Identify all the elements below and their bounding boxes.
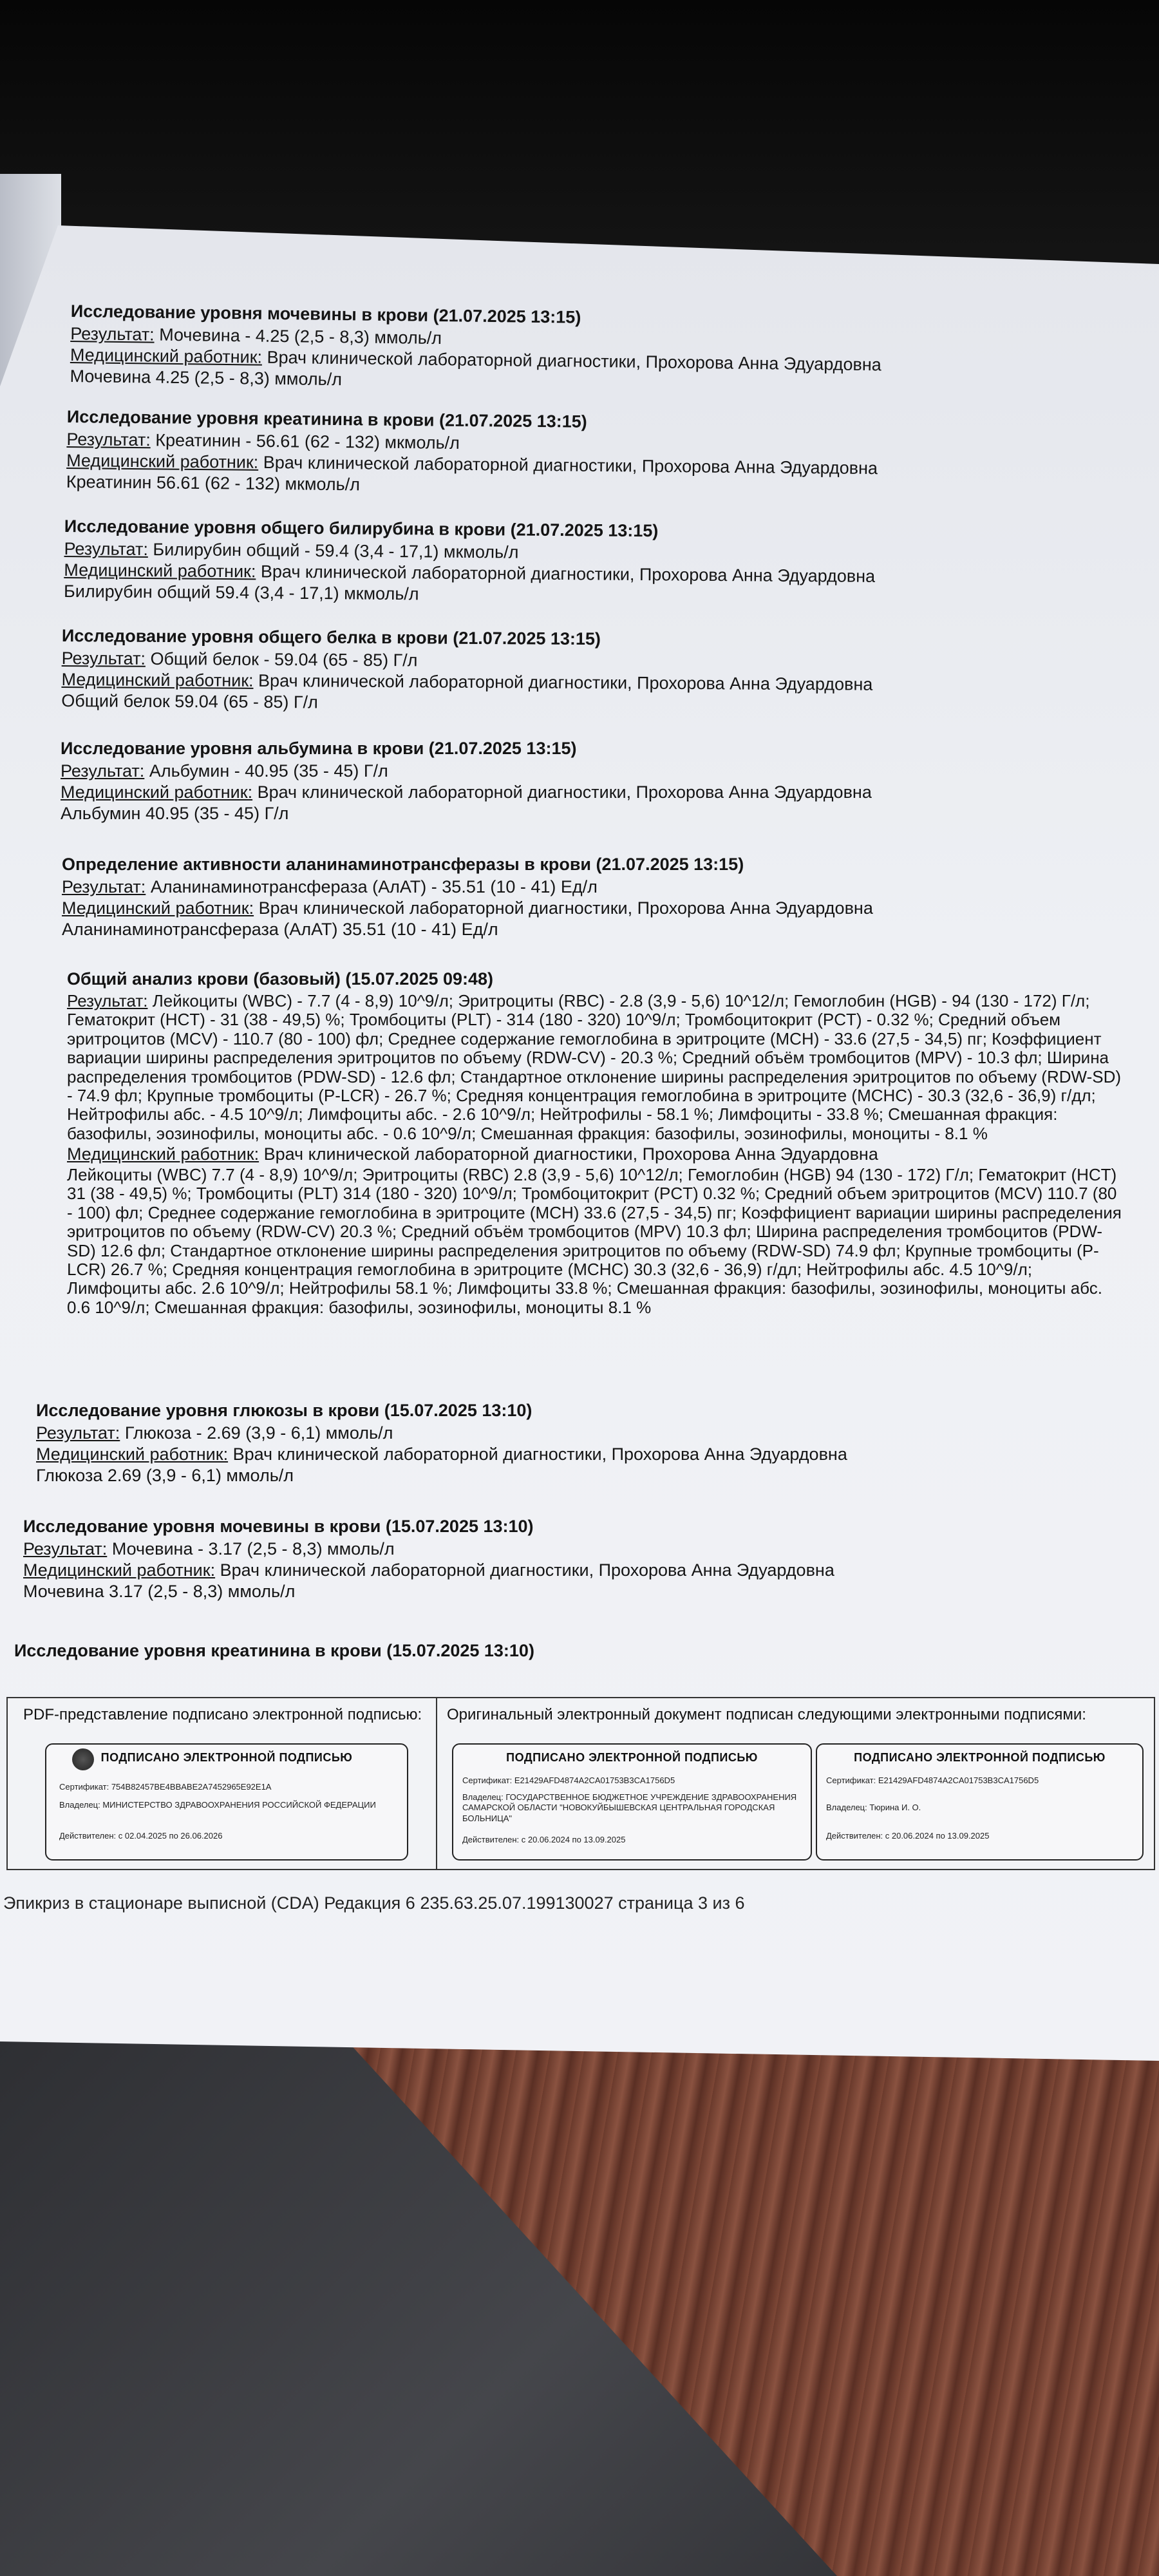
section-title: Исследование уровня креатинина в крови (21.07.2025 13:15): [66, 407, 587, 431]
result-value: Лейкоциты (WBC) - 7.7 (4 - 8,9) 10^9/л; Эритроциты (RBC) - 2.8 (3,9 - 5,6) 10^12/л; Гемоглобин (HGB) - 94 (130 - 172) Г/л; Гематокрит (HCT) - 31 (38 - 49,5) %; Тромбоциты (PLT) - 314 (180 - 320) 10^9/л; Тромбоцитокрит (PCT) - 0.32 %; Средний объем эритроцитов (MCV) - 110.7 (80 - 100) фл; Среднее содержание гемоглобина в эритроците (MCH) - 33.6 (27,5 - 34,5) пг; Коэффициент вариации ширины распределения эритроцитов по объему (RDW-CV) - 20.3 %; Средний объём тромбоцитов (MPV) - 10.3 фл; Ширина распределения тромбоцитов (PDW-SD) - 12.6 фл; Стандартное отклонение ширины распределения эритроцитов по объему (RDW-SD) - 74.9 фл; Крупные тромбоциты (P-LCR) - 26.7 %; Средняя концентрация гемоглобина в эритроците (MCHC) - 30.3 (32,6 - 36,9) г/дл; Нейтрофилы абс. - 4.5 10^9/л; Лимфоциты абс. - 2.6 10^9/л; Нейтрофилы - 58.1 %; Лимфоциты - 33.8 %; Смешанная фракция: базофилы, эозинофилы, моноциты абс. - 0.6 10^9/л; Смешанная фракция: базофилы, эозинофилы, моноциты - 8.1 %: [67, 991, 1122, 1143]
worker-label: Медицинский работник:: [61, 669, 254, 690]
section-glucose-15: [36, 1401, 1159, 1487]
worker-label: Медицинский работник:: [23, 1560, 216, 1580]
result-value: Глюкоза - 2.69 (3,9 - 6,1) ммоль/л: [124, 1423, 393, 1443]
section-title: Исследование уровня альбумина в крови (21.07.2025 13:15): [61, 739, 577, 758]
stamp-validity: Действителен: с 02.04.2025 по 26.06.2026: [59, 1831, 223, 1841]
section-title: Исследование уровня глюкозы в крови (15.07.2025 13:10): [36, 1401, 532, 1420]
result-value: Билирубин общий - 59.4 (3,4 - 17,1) мкмоль/л: [153, 540, 519, 562]
worker-value: Врач клинической лабораторной диагностики, Прохорова Анна Эдуардовна: [232, 1444, 847, 1464]
worker-value: Врач клинической лабораторной диагностики, Прохорова Анна Эдуардовна: [257, 782, 872, 802]
stamp-title: ПОДПИСАНО ЭЛЕКТРОННОЙ ПОДПИСЬЮ: [854, 1751, 1106, 1764]
worker-line: [36, 1444, 1159, 1464]
summary-line: Глюкоза 2.69 (3,9 - 6,1) ммоль/л: [36, 1466, 294, 1485]
section-creatinine-15: [14, 1641, 1159, 1663]
result-label: Результат:: [64, 538, 149, 560]
worker-value: Врач клинической лабораторной диагностики, Прохорова Анна Эдуардовна: [220, 1560, 834, 1580]
stamp-certificate: Сертификат: E21429AFD4874A2CA01753B3CA1756D5: [462, 1776, 675, 1785]
page-footer: Эпикриз в стационаре выписной (CDA) Редакция 6 235.63.25.07.199130027 страница 3 из 6: [3, 1893, 745, 1913]
result-value: Общий белок - 59.04 (65 - 85) Г/л: [150, 649, 418, 670]
result-value: Креатинин - 56.61 (62 - 132) мкмоль/л: [155, 430, 460, 453]
result-label: Результат:: [62, 877, 146, 896]
section-urea-15: [23, 1517, 1159, 1603]
worker-line: [67, 1144, 1123, 1164]
result-line: [36, 1423, 1159, 1443]
summary-line: Мочевина 3.17 (2,5 - 8,3) ммоль/л: [23, 1582, 296, 1601]
worker-label: Медицинский работник:: [61, 782, 253, 802]
stamp-validity: Действителен: с 20.06.2024 по 13.09.2025: [462, 1835, 626, 1844]
summary-line: Альбумин 40.95 (35 - 45) Г/л: [61, 804, 289, 823]
section-title: Исследование уровня креатинина в крови (15.07.2025 13:10): [14, 1641, 534, 1660]
stamp-title: ПОДПИСАНО ЭЛЕКТРОННОЙ ПОДПИСЬЮ: [100, 1751, 353, 1764]
worker-label: Медицинский работник:: [67, 1144, 259, 1164]
worker-line: [61, 782, 1159, 802]
result-label: Результат:: [66, 429, 151, 450]
stamp-validity: Действителен: с 20.06.2024 по 13.09.2025: [826, 1831, 990, 1841]
signature-divider: [436, 1698, 437, 1869]
result-label: Результат:: [61, 761, 145, 781]
section-title: Исследование уровня общего билирубина в крови (21.07.2025 13:15): [64, 516, 659, 541]
result-line: [23, 1539, 1159, 1559]
worker-label: Медицинский работник:: [70, 345, 263, 367]
result-label: Результат:: [36, 1423, 120, 1443]
worker-label: Медицинский работник:: [62, 898, 254, 918]
section-creatinine-21: [66, 407, 1159, 504]
signature-stamp-hospital: [452, 1743, 812, 1861]
summary-line: Мочевина 4.25 (2,5 - 8,3) ммоль/л: [70, 366, 343, 390]
pdf-signature-header: PDF-представление подписано электронной подписью:: [23, 1706, 422, 1723]
result-value: Аланинаминотрансфераза (АлАТ) - 35.51 (10 - 41) Ед/л: [150, 877, 598, 896]
section-protein-21: [61, 626, 1159, 719]
section-alt-21: [62, 855, 1159, 941]
signature-box: [6, 1697, 1155, 1870]
worker-label: Медицинский работник:: [36, 1444, 229, 1464]
original-signature-header: Оригинальный электронный документ подписан следующими электронными подписями:: [447, 1706, 1086, 1723]
stamp-owner: Владелец: Тюрина И. О.: [826, 1803, 921, 1812]
result-line: [67, 992, 1123, 1143]
result-line: [62, 877, 1159, 897]
summary-line: Креатинин 56.61 (62 - 132) мкмоль/л: [66, 471, 361, 495]
summary-line: Лейкоциты (WBC) 7.7 (4 - 8,9) 10^9/л; Эритроциты (RBC) 2.8 (3,9 - 5,6) 10^12/л; Гемоглобин (HGB) 94 (130 - 172) Г/л; Гематокрит (HCT) 31 (38 - 49,5) %; Тромбоциты (PLT) 314 (180 - 320) 10^9/л; Тромбоцитокрит (PCT) 0.32 %; Средний объем эритроцитов (MCV) 110.7 (80 - 100) фл; Среднее содержание гемоглобина в эритроците (MCH) 33.6 (27,5 - 34,5) пг; Коэффициент вариации ширины распределения эритроцитов по объему (RDW-CV) 20.3 %; Средний объём тромбоцитов (MPV) 10.3 фл; Ширина распределения тромбоцитов (PDW-SD) 12.6 фл; Стандартное отклонение ширины распределения эритроцитов по объему (RDW-SD) 74.9 фл; Крупные тромбоциты (P-LCR) 26.7 %; Средняя концентрация гемоглобина в эритроците (MCHC) 30.3 (32,6 - 36,9) г/дл; Нейтрофилы абс. 4.5 10^9/л; Лимфоциты абс. 2.6 10^9/л; Нейтрофилы 58.1 %; Лимфоциты 33.8 %; Смешанная фракция: базофилы, эозинофилы, моноциты абс. 0.6 10^9/л; Смешанная фракция: базофилы, эозинофилы, моноциты 8.1 %: [67, 1165, 1122, 1317]
result-value: Мочевина - 4.25 (2,5 - 8,3) ммоль/л: [159, 325, 442, 348]
summary-line: Билирубин общий 59.4 (3,4 - 17,1) мкмоль/л: [63, 581, 419, 604]
section-albumin-21: [61, 739, 1159, 825]
stamp-owner: Владелец: МИНИСТЕРСТВО ЗДРАВООХРАНЕНИЯ РОССИЙСКОЙ ФЕДЕРАЦИИ: [59, 1800, 376, 1810]
worker-value: Врач клинической лабораторной диагностики, Прохорова Анна Эдуардовна: [260, 562, 876, 586]
stamp-certificate: Сертификат: 754B82457BE4BBABE2A7452965E92E1A: [59, 1782, 272, 1792]
worker-line: [23, 1560, 1159, 1580]
section-bilirubin-21: [64, 516, 1159, 612]
result-label: Результат:: [23, 1539, 108, 1558]
section-title: Исследование уровня общего белка в крови (21.07.2025 13:15): [61, 626, 601, 649]
summary-line: Общий белок 59.04 (65 - 85) Г/л: [61, 690, 318, 712]
worker-label: Медицинский работник:: [66, 450, 259, 472]
section-urea-21: [70, 301, 1159, 402]
result-label: Результат:: [70, 323, 155, 345]
section-title: Исследование уровня мочевины в крови (21.07.2025 13:15): [70, 301, 581, 327]
stamp-owner: Владелец: ГОСУДАРСТВЕННОЕ БЮДЖЕТНОЕ УЧРЕЖДЕНИЕ ЗДРАВООХРАНЕНИЯ САМАРСКОЙ ОБЛАСТИ "НОВОКУЙБЫШЕВСКАЯ ЦЕНТРАЛЬНАЯ ГОРОДСКАЯ БОЛЬНИЦА": [462, 1792, 797, 1823]
stamp-certificate: Сертификат: E21429AFD4874A2CA01753B3CA1756D5: [826, 1776, 1039, 1785]
worker-value: Врач клинической лабораторной диагностики, Прохорова Анна Эдуардовна: [263, 1144, 878, 1164]
worker-value: Врач клинической лабораторной диагностики, Прохорова Анна Эдуардовна: [263, 452, 878, 478]
result-label: Результат:: [61, 648, 146, 668]
section-title: Исследование уровня мочевины в крови (15.07.2025 13:10): [23, 1517, 534, 1536]
section-title: Определение активности аланинаминотрансферазы в крови (21.07.2025 13:15): [62, 855, 744, 874]
worker-value: Врач клинической лабораторной диагностики, Прохорова Анна Эдуардовна: [258, 670, 873, 694]
result-line: [61, 761, 1159, 781]
stamp-title: ПОДПИСАНО ЭЛЕКТРОННОЙ ПОДПИСЬЮ: [506, 1751, 758, 1764]
worker-value: Врач клинической лабораторной диагностики, Прохорова Анна Эдуардовна: [267, 347, 881, 375]
worker-value: Врач клинической лабораторной диагностики, Прохорова Анна Эдуардовна: [258, 898, 873, 918]
signature-stamp-ministry: [45, 1743, 408, 1861]
section-cbc-15: [67, 969, 1123, 1318]
worker-label: Медицинский работник:: [64, 560, 256, 582]
result-value: Альбумин - 40.95 (35 - 45) Г/л: [149, 761, 388, 781]
worker-line: [62, 898, 1159, 918]
summary-line: Аланинаминотрансфераза (АлАТ) 35.51 (10 - 41) Ед/л: [62, 920, 498, 939]
result-value: Мочевина - 3.17 (2,5 - 8,3) ммоль/л: [111, 1539, 395, 1558]
section-title: Общий анализ крови (базовый) (15.07.2025 09:48): [67, 969, 494, 989]
result-label: Результат:: [67, 991, 148, 1010]
signature-stamp-doctor: [816, 1743, 1144, 1861]
